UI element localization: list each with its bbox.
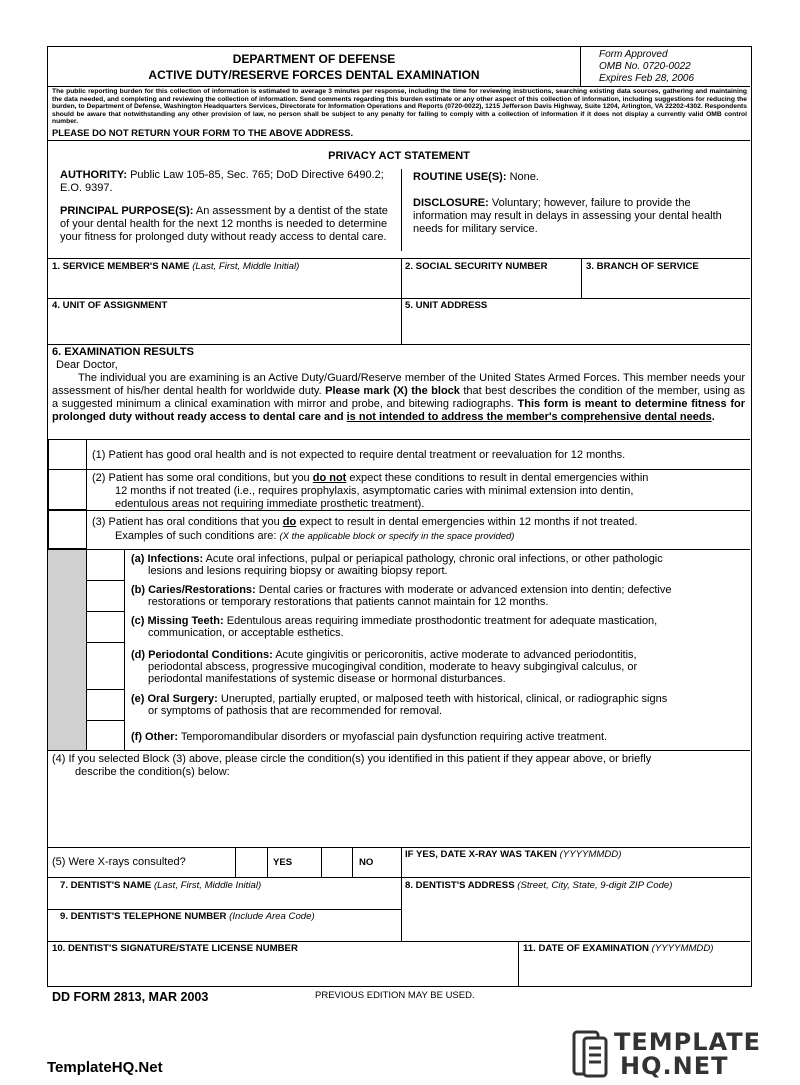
option-3-checkbox[interactable] xyxy=(48,510,87,549)
disclosure: DISCLOSURE: Voluntary; however, failure to provide the information may result in delays in assessing your dental health needs for military service. xyxy=(413,197,722,235)
sub-d-text: (d) Periodontal Conditions: Acute gingivitis or pericoronitis, active moderate to advanced periodontitis, xyxy=(131,649,637,661)
burden-statement: The public reporting burden for this collection of information is estimated to average 3 minutes per response, including the time for reviewing instructions, searching existing data sources, gathering and maintaining the data needed, and completing and reviewing the collection of information. Send comments regarding this burden estimate or any other aspect of this collection of information, including suggestions for reducing the burden, to Department of Defense, Washington Headquarters Services, Directorate for Information Operations and Reports (0720-0022), 1215 Jefferson Davis Highway, Suite 1204, Arlington, VA 22202-4302. Respondents should be aware that notwithstanding any other provision of law, no person shall be subject to any penalty for failing to comply with a collection of information if it does not display a currently valid OMB control number. xyxy=(52,88,747,126)
sub-e-text: (e) Oral Surgery: Unerupted, partially erupted, or malposed teeth with historical, clinical, or radiographic signs xyxy=(131,693,668,705)
sub-a-checkbox[interactable] xyxy=(86,549,125,581)
logo-line-1: TEMPLATE xyxy=(614,1028,762,1056)
sub-e-line2: or symptoms of pathosis that are recommended for removal. xyxy=(148,705,443,717)
document-icon xyxy=(572,1030,610,1078)
sub-d-line3: periodontal manifestations of systemic disease or hormonal disturbances. xyxy=(148,673,506,685)
xray-yes-checkbox[interactable] xyxy=(236,848,267,876)
form-title: ACTIVE DUTY/RESERVE FORCES DENTAL EXAMINATION xyxy=(148,68,480,82)
sub-a-text: (a) Infections: Acute oral infections, pulpal or periapical pathology, chronic oral infections, or other pathologic xyxy=(131,553,663,565)
condition-description-field[interactable] xyxy=(50,780,748,845)
expiration-date: Expires Feb 28, 2006 xyxy=(599,73,695,84)
dental-exam-form xyxy=(47,46,752,987)
exam-date-field[interactable] xyxy=(521,956,748,984)
sub-c-checkbox[interactable] xyxy=(86,611,125,643)
omb-number: OMB No. 0720-0022 xyxy=(599,61,691,72)
dentist-phone-label: 9. DENTIST'S TELEPHONE NUMBER (Include Area Code) xyxy=(60,911,315,922)
greeting: Dear Doctor, xyxy=(56,359,118,371)
logo-line-2: HQ.NET xyxy=(620,1052,729,1080)
service-member-name-field[interactable] xyxy=(50,273,398,295)
dentist-address-label: 8. DENTIST'S ADDRESS (Street, City, State, 9-digit ZIP Code) xyxy=(405,880,673,891)
sub-c-line2: communication, or acceptable esthetics. xyxy=(148,627,344,639)
option-2-text: (2) Patient has some oral conditions, but you do not expect these conditions to result in dental emergencies within xyxy=(92,472,649,484)
branch-label: 3. BRANCH OF SERVICE xyxy=(586,261,699,272)
branch-field[interactable] xyxy=(584,273,748,295)
unit-address-label: 5. UNIT ADDRESS xyxy=(405,300,488,311)
site-name: TemplateHQ.Net xyxy=(47,1059,163,1076)
dentist-name-label: 7. DENTIST'S NAME (Last, First, Middle Initial) xyxy=(60,880,262,891)
signature-label: 10. DENTIST'S SIGNATURE/STATE LICENSE NUMBER xyxy=(52,943,298,954)
previous-edition-note: PREVIOUS EDITION MAY BE USED. xyxy=(315,990,475,1001)
xray-no-label: NO xyxy=(359,857,374,868)
xray-date-label: IF YES, DATE X-RAY WAS TAKEN (YYYYMMDD) xyxy=(405,849,622,860)
dentist-name-field[interactable] xyxy=(50,892,398,908)
sub-f-text: (f) Other: Temporomandibular disorders or myofascial pain dysfunction requiring active treatment. xyxy=(131,731,608,743)
dentist-address-field[interactable] xyxy=(404,893,748,939)
form-id: DD FORM 2813, MAR 2003 xyxy=(52,990,209,1004)
sub-d-checkbox[interactable] xyxy=(86,642,125,690)
sub-f-checkbox[interactable] xyxy=(86,720,125,751)
sub-e-checkbox[interactable] xyxy=(86,689,125,721)
option-2-line3: edentulous areas not requiring immediate prosthetic treatment). xyxy=(115,498,425,510)
principal-purpose: PRINCIPAL PURPOSE(S): An assessment by a dentist of the state of your dental health for the next 12 months is needed to determine your fitness for prolonged duty without ready access to dental care. xyxy=(60,205,388,243)
privacy-act-title: PRIVACY ACT STATEMENT xyxy=(328,150,470,162)
option-3-text: (3) Patient has oral conditions that you do expect to result in dental emergencies within 12 months if not treated. xyxy=(92,516,638,528)
exam-date-label: 11. DATE OF EXAMINATION (YYYYMMDD) xyxy=(523,943,714,954)
xray-yes-label: YES xyxy=(273,857,293,868)
signature-field[interactable] xyxy=(50,956,515,984)
xray-no-checkbox[interactable] xyxy=(322,848,352,876)
sub-d-line2: periodontal abscess, progressive mucogingival condition, moderate to heavy subgingival calculus, or xyxy=(148,661,638,673)
option-2-checkbox[interactable] xyxy=(48,469,87,510)
option-1-text: (1) Patient has good oral health and is not expected to require dental treatment or reevaluation for 12 months. xyxy=(92,449,626,461)
sub-b-text: (b) Caries/Restorations: Dental caries or fractures with moderate or advanced extension into dentin; defective xyxy=(131,584,672,596)
form-approved: Form Approved xyxy=(599,49,668,60)
service-member-name-label: 1. SERVICE MEMBER'S NAME (Last, First, Middle Initial) xyxy=(52,261,300,272)
exam-intro: The individual you are examining is an Active Duty/Guard/Reserve member of the United States Armed Forces. This member needs your assessment of his/her dental health for worldwide duty. Please mark (X) the block that best describes the condition of the member, using as a suggested minimum a clinical examination with mirror and probe, and bitewing radiographs. This form is meant to determine fitness for prolonged duty without ready access to dental care and is not intended to address the member's comprehensive dental needs. xyxy=(52,372,746,423)
sub-b-line2: restorations or temporary restorations that patients cannot maintain for 12 months. xyxy=(148,596,549,608)
shaded-column xyxy=(48,550,86,751)
ssn-field[interactable] xyxy=(404,273,580,295)
dentist-phone-field[interactable] xyxy=(50,923,398,940)
routine-use: ROUTINE USE(S): None. xyxy=(413,171,539,183)
unit-of-assignment-field[interactable] xyxy=(50,313,398,341)
department-heading: DEPARTMENT OF DEFENSE xyxy=(232,52,396,66)
option-1-checkbox[interactable] xyxy=(48,439,87,470)
question-4-line2: describe the condition(s) below: xyxy=(75,766,230,778)
templatehq-logo xyxy=(572,1026,762,1082)
do-not-return-notice: PLEASE DO NOT RETURN YOUR FORM TO THE ABOVE ADDRESS. xyxy=(52,127,354,138)
xray-date-field[interactable] xyxy=(404,861,748,875)
question-4-text: (4) If you selected Block (3) above, please circle the condition(s) you identified in this patient if they appear above, or briefly xyxy=(52,753,652,765)
exam-results-title: 6. EXAMINATION RESULTS xyxy=(52,346,194,358)
option-2-line2: 12 months if not treated (i.e., requires prophylaxis, asymptomatic caries with minimal extension into dentin, xyxy=(115,485,634,497)
sub-a-line2: lesions and lesions requiring biopsy or awaiting biopsy report. xyxy=(148,565,448,577)
unit-of-assignment-label: 4. UNIT OF ASSIGNMENT xyxy=(52,300,168,311)
question-5-text: (5) Were X-rays consulted? xyxy=(52,856,186,868)
option-3-examples: Examples of such conditions are: (X the applicable block or specify in the space provided) xyxy=(115,530,515,542)
sub-b-checkbox[interactable] xyxy=(86,580,125,612)
ssn-label: 2. SOCIAL SECURITY NUMBER xyxy=(405,261,548,272)
authority: AUTHORITY: Public Law 105-85, Sec. 765; DoD Directive 6490.2; E.O. 9397. xyxy=(60,169,384,194)
unit-address-field[interactable] xyxy=(404,313,748,341)
sub-c-text: (c) Missing Teeth: Edentulous areas requiring immediate prosthodontic treatment for adequate mastication, xyxy=(131,615,658,627)
